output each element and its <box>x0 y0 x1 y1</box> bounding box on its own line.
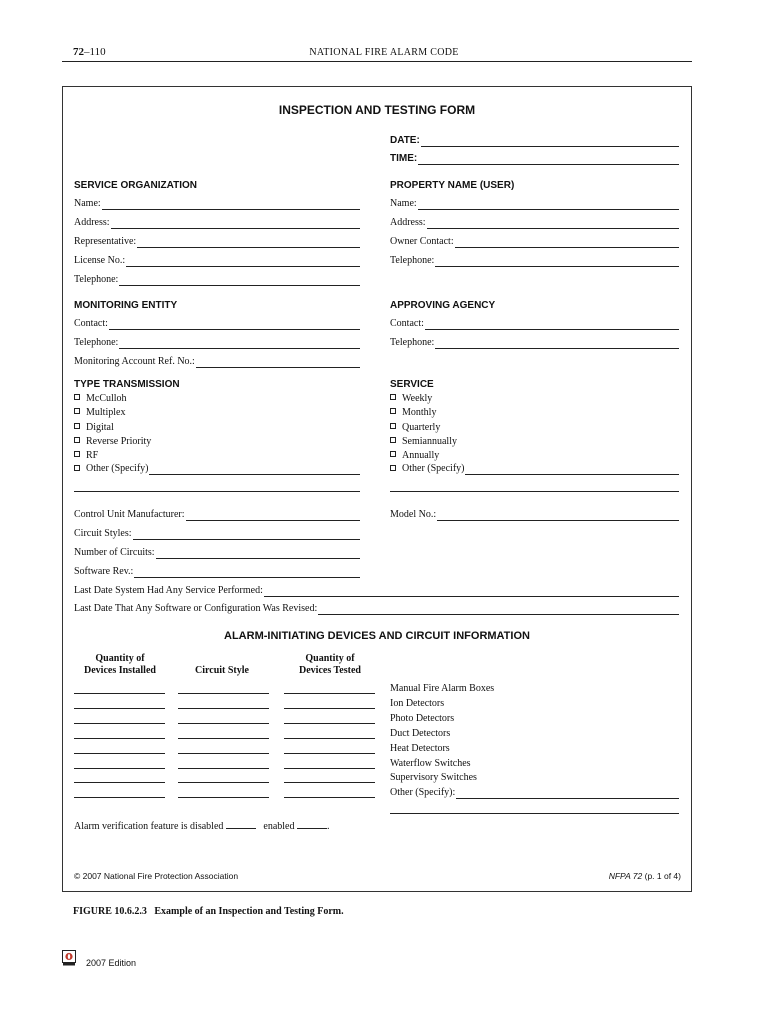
approving-telephone-field[interactable]: Telephone: <box>390 337 679 349</box>
checkbox-reverse-priority[interactable]: Reverse Priority <box>74 435 151 449</box>
circuit-style-blank[interactable] <box>178 797 269 798</box>
nfpa-page-ref: NFPA 72 (p. 1 of 4) <box>608 871 681 881</box>
device-type-list <box>390 682 494 786</box>
circuit-style-blank[interactable] <box>178 738 269 739</box>
devices-heading: ALARM-INITIATING DEVICES AND CIRCUIT INFORMATION <box>224 630 530 642</box>
service-other-line[interactable] <box>390 491 679 492</box>
circuit-style-blank[interactable] <box>178 768 269 769</box>
device-other-line[interactable] <box>390 813 679 814</box>
circuit-style-blank[interactable] <box>178 723 269 724</box>
device-type-supervisory: Supervisory Switches <box>390 772 477 784</box>
qty-installed-blank[interactable] <box>74 708 165 709</box>
qty-installed-blank[interactable] <box>74 753 165 754</box>
device-other-field[interactable]: Other (Specify): <box>390 787 679 799</box>
page-number: 72–110 <box>73 46 106 58</box>
alarm-verification-line: Alarm verification feature is disabled enabled . <box>74 821 330 832</box>
qty-installed-blank[interactable] <box>74 723 165 724</box>
checkbox-monthly[interactable]: Monthly <box>390 406 457 420</box>
control-unit-manufacturer-field[interactable]: Control Unit Manufacturer: <box>74 509 360 521</box>
col-qty-tested-header: Quantity of Devices Tested <box>299 653 361 676</box>
col-circuit-style-header: Circuit Style <box>195 665 249 676</box>
checkbox-service-other[interactable]: Other (Specify) <box>390 463 679 475</box>
service-org-license-field[interactable]: License No.: <box>74 255 360 267</box>
header-rule <box>62 61 692 62</box>
qty-installed-blank[interactable] <box>74 782 165 783</box>
circuit-styles-field[interactable]: Circuit Styles: <box>74 528 360 540</box>
property-name-heading: PROPERTY NAME (USER) <box>390 180 515 191</box>
qty-tested-blank[interactable] <box>284 693 375 694</box>
service-options <box>390 392 457 463</box>
circuit-style-blank[interactable] <box>178 782 269 783</box>
service-org-address-field[interactable]: Address: <box>74 217 360 229</box>
enabled-blank[interactable] <box>297 820 327 829</box>
qty-installed-blank[interactable] <box>74 738 165 739</box>
qty-tested-blank[interactable] <box>284 782 375 783</box>
checkbox-digital[interactable]: Digital <box>74 421 151 435</box>
transmission-other-line[interactable] <box>74 491 360 492</box>
monitoring-contact-field[interactable]: Contact: <box>74 318 360 330</box>
copyright: © 2007 National Fire Protection Association <box>74 871 239 881</box>
service-org-name-field[interactable]: Name: <box>74 198 360 210</box>
qty-tested-blank[interactable] <box>284 753 375 754</box>
checkbox-rf[interactable]: RF <box>74 449 151 463</box>
form-title: INSPECTION AND TESTING FORM <box>278 103 476 117</box>
property-telephone-field[interactable]: Telephone: <box>390 255 679 267</box>
service-org-representative-field[interactable]: Representative: <box>74 236 360 248</box>
circuit-style-blank[interactable] <box>178 693 269 694</box>
number-of-circuits-field[interactable]: Number of Circuits: <box>74 547 360 559</box>
last-service-date-field[interactable]: Last Date System Had Any Service Performed: <box>74 585 679 597</box>
service-organization-heading: SERVICE ORGANIZATION <box>74 180 197 191</box>
running-header-title: NATIONAL FIRE ALARM CODE <box>309 47 459 58</box>
device-type-photo: Photo Detectors <box>390 712 455 724</box>
disabled-blank[interactable] <box>226 820 256 829</box>
type-transmission-options <box>74 392 151 463</box>
device-type-manual-boxes: Manual Fire Alarm Boxes <box>390 683 495 694</box>
date-field[interactable]: DATE: <box>390 135 679 147</box>
edition-label: 2007 Edition <box>86 958 137 968</box>
col-qty-installed-header: Quantity of Devices Installed <box>84 653 156 676</box>
figure-caption: FIGURE 10.6.2.3 Example of an Inspection and Testing Form. <box>73 906 344 917</box>
last-software-revision-field[interactable]: Last Date That Any Software or Configuration Was Revised: <box>74 603 679 615</box>
checkbox-semiannually[interactable]: Semiannually <box>390 435 457 449</box>
checkbox-annually[interactable]: Annually <box>390 449 457 463</box>
property-name-field[interactable]: Name: <box>390 198 679 210</box>
model-no-field[interactable]: Model No.: <box>390 509 679 521</box>
property-address-field[interactable]: Address: <box>390 217 679 229</box>
circuit-style-blank[interactable] <box>178 708 269 709</box>
circuit-style-blank[interactable] <box>178 753 269 754</box>
device-type-duct: Duct Detectors <box>390 727 451 739</box>
checkbox-mcculloh[interactable]: McCulloh <box>74 392 151 406</box>
checkbox-multiplex[interactable]: Multiplex <box>74 406 151 420</box>
nfpa-logo-icon <box>62 950 76 966</box>
checkbox-quarterly[interactable]: Quarterly <box>390 421 457 435</box>
qty-installed-blank[interactable] <box>74 797 165 798</box>
approving-contact-field[interactable]: Contact: <box>390 318 679 330</box>
software-rev-field[interactable]: Software Rev.: <box>74 566 360 578</box>
qty-tested-blank[interactable] <box>284 708 375 709</box>
device-type-heat: Heat Detectors <box>390 742 450 754</box>
approving-agency-heading: APPROVING AGENCY <box>390 300 496 311</box>
type-transmission-heading: TYPE TRANSMISSION <box>74 379 180 390</box>
time-field[interactable]: TIME: <box>390 153 679 165</box>
qty-tested-blank[interactable] <box>284 797 375 798</box>
monitoring-entity-heading: MONITORING ENTITY <box>74 300 178 311</box>
qty-tested-blank[interactable] <box>284 738 375 739</box>
monitoring-telephone-field[interactable]: Telephone: <box>74 337 360 349</box>
checkbox-transmission-other[interactable]: Other (Specify) <box>74 463 360 475</box>
service-org-telephone-field[interactable]: Telephone: <box>74 274 360 286</box>
device-type-ion: Ion Detectors <box>390 697 445 709</box>
qty-installed-blank[interactable] <box>74 768 165 769</box>
property-owner-contact-field[interactable]: Owner Contact: <box>390 236 679 248</box>
service-heading: SERVICE <box>390 379 434 390</box>
device-type-waterflow: Waterflow Switches <box>390 757 471 769</box>
checkbox-weekly[interactable]: Weekly <box>390 392 457 406</box>
monitoring-account-ref-field[interactable]: Monitoring Account Ref. No.: <box>74 356 360 368</box>
qty-installed-blank[interactable] <box>74 693 165 694</box>
qty-tested-blank[interactable] <box>284 768 375 769</box>
qty-tested-blank[interactable] <box>284 723 375 724</box>
